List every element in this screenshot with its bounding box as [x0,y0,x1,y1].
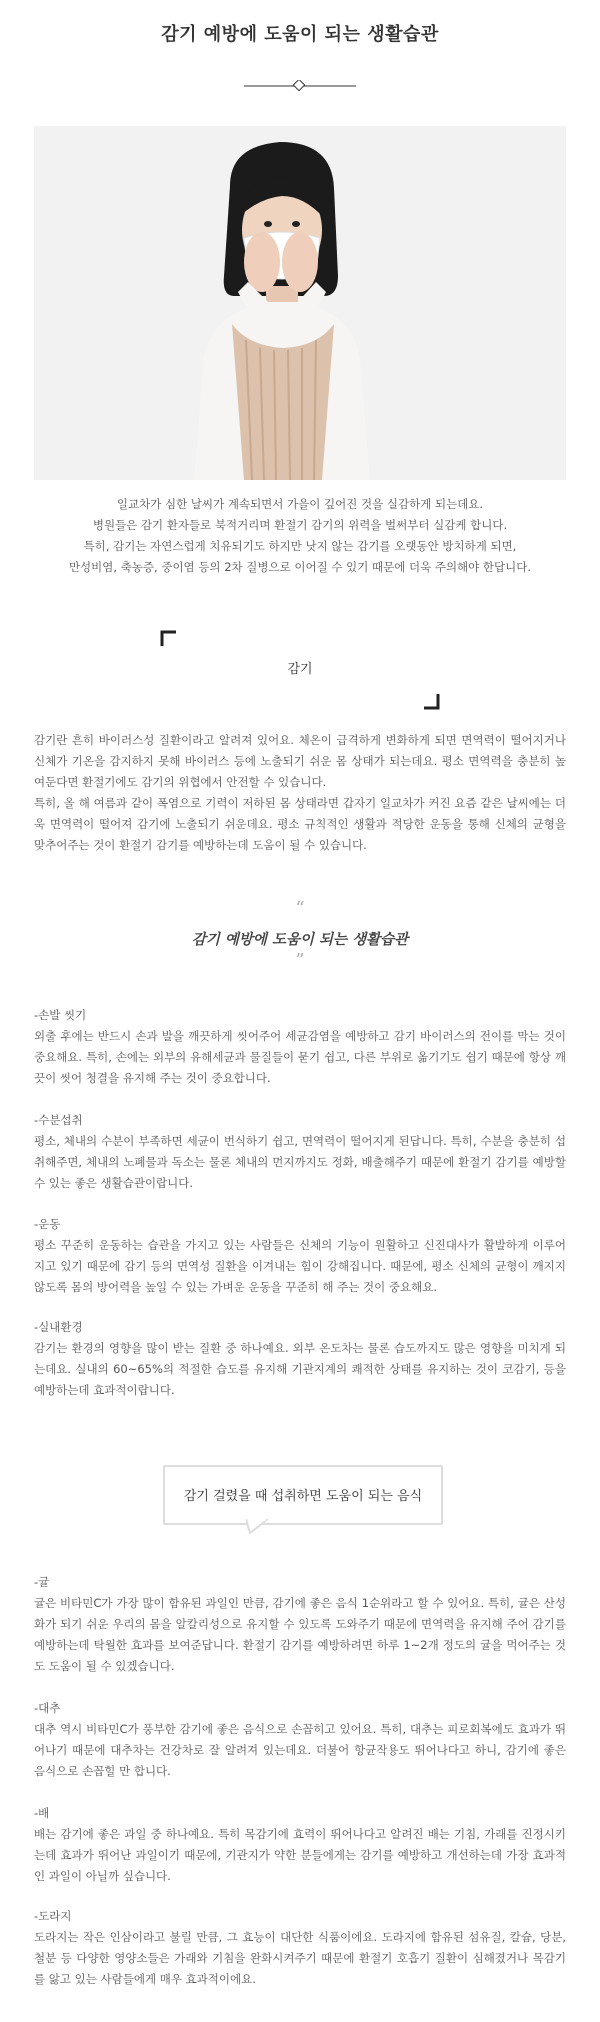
habit-heading: -운동 [34,1217,61,1231]
food-item [34,1572,566,1677]
food-item [34,1698,566,1782]
food-heading: -대추 [34,1701,61,1715]
food-item [34,1803,566,1887]
food-text: 도라지는 작은 인삼이라고 불릴 만큼, 그 효능이 대단한 식품이에요. 도라지에 함유된 섬유질, 칼슘, 당분, 철분 등 다양한 영양소들은 가래와 기침을 완화시켜주기 때문에 환절기 호흡기 질환이 심해졌거나 목감기를 앓고 있는 사람들에게 매우 효과적이에요. [34,1930,566,1986]
food-item [34,1906,566,1990]
girl-illustration [34,126,566,480]
intro-paragraph [34,494,566,578]
intro-line: 일교차가 심한 날씨가 계속되면서 가을이 깊어진 것을 실감하게 되는데요. [116,497,484,511]
cold-body-text-2: 특히, 올 해 여름과 같이 폭염으로 기력이 저하된 몸 상태라면 갑자기 일교차가 커진 요즘 같은 날씨에는 더욱 면역력이 떨어져 감기에 노출되기 쉬운데요. 평소 규칙적인 생활과 적당한 운동을 통해 신체의 균형을 맞추어주는 것이 환절기 감기를 예방하는데 도움이 될 수 있습니다. [34,796,566,852]
habit-text: 평소 꾸준히 운동하는 습관을 가지고 있는 사람들은 신체의 기능이 원활하고 신진대사가 활발하게 이루어지고 있기 때문에 감기 등의 면역성 질환을 이겨내는 힘이 강해집니다. 때문에, 평소 신체의 균형이 깨지지 않도록 몸의 방어력을 높일 수 있는 가벼운 운동을 꾸준히 해 주는 것이 중요해요. [34,1238,566,1294]
cold-body-text: 감기란 흔히 바이러스성 질환이라고 알려져 있어요. 체온이 급격하게 변화하게 되면 면역력이 떨어지거나 신체가 기온을 감지하지 못해 바이러스 등에 노출되기 쉬운 몸 상태가 되는데요. 평소 면역력을 충분히 높여둔다면 환절기에도 감기의 위협에서 안전할 수 있습니다. [34,733,566,789]
food-text: 배는 감기에 좋은 과일 중 하나예요. 특히 목감기에 효력이 뛰어나다고 알려진 배는 기침, 가래를 진정시키는데 효과가 뛰어난 과일이기 때문에, 기관지가 약한 분들에게는 감기를 예방하고 개선하는데 가장 효과적인 과일이 아닐까 싶습니다. [34,1827,566,1883]
close-quote-icon: ” [295,950,305,971]
title-divider [244,80,356,92]
habit-item [34,1317,566,1401]
intro-line: 병원들은 감기 환자들로 북적거리며 환절기 감기의 위력을 벌써부터 실감케 합니다. [92,518,508,532]
food-heading: -도라지 [34,1909,72,1923]
cold-description [34,730,566,856]
food-heading: -배 [34,1806,50,1820]
habit-heading: -수분섭취 [34,1113,83,1127]
habit-heading: -실내환경 [34,1320,83,1334]
habit-text: 평소, 체내의 수분이 부족하면 세균이 번식하기 쉽고, 면역력이 떨어지게 된답니다. 특히, 수분을 충분히 섭취해주면, 체내의 노폐물과 독소는 물론 체내의 먼지까지도 정화, 배출해주기 때문에 환절기 감기를 예방할 수 있는 좋은 생활습관이랍니다. [34,1134,566,1190]
section-heading-cold: 감기 [287,662,313,677]
page-title: 감기 예방에 도움이 되는 생활습관 [161,24,439,45]
intro-line: 만성비염, 축농증, 중이염 등의 2차 질병으로 이어질 수 있기 때문에 더욱 주의해야 한답니다. [68,560,532,574]
habits-heading: 감기 예방에 도움이 되는 생활습관 [191,931,409,948]
speech-bubble-tail-icon [246,1519,270,1535]
foods-heading: 감기 걸렸을 때 섭취하면 도움이 되는 음식 [183,1489,423,1504]
habit-item [34,1005,566,1089]
habit-text: 감기는 환경의 영향을 많이 받는 질환 중 하나예요. 외부 온도차는 물론 습도까지도 많은 영향을 미치게 되는데요. 실내의 60~65%의 적절한 습도를 유지해 기관지계의 쾌적한 상태를 유지하는 것이 코감기, 등을 예방하는데 효과적이랍니다. [34,1341,566,1397]
open-quote-icon: “ [295,898,305,919]
food-heading: -귤 [34,1575,50,1589]
girl-with-mask-photo [34,126,566,480]
habit-text: 외출 후에는 반드시 손과 발을 깨끗하게 씻어주어 세균감염을 예방하고 감기 바이러스의 전이를 막는 것이 중요해요. 특히, 손에는 외부의 유해세균과 물질들이 묻기 쉽고, 다른 부위로 옮기기도 쉽기 때문에 항상 깨끗이 씻어 청결을 유지해 주는 것이 중요합니다. [34,1029,566,1085]
food-text: 대추 역시 비타민C가 풍부한 감기에 좋은 음식으로 손꼽히고 있어요. 특히, 대추는 피로회복에도 효과가 뛰어나기 때문에 대추차는 건강차로 잘 알려져 있는데요. 더불어 항균작용도 뛰어나다고 하니, 감기에 좋은 음식으로 손꼽힐 만 합니다. [34,1722,566,1778]
habit-heading: -손발 씻기 [34,1008,87,1022]
food-text: 귤은 비타민C가 가장 많이 함유된 과일인 만큼, 감기에 좋은 음식 1순위라고 할 수 있어요. 특히, 귤은 산성화가 되기 쉬운 우리의 몸을 알칼리성으로 유지할 수 있도록 도와주기 때문에 면역력을 유지해 주어 감기를 예방하는데 탁월한 효과를 보여준답니다. 환절기 감기를 예방하려면 하루 1~2개 정도의 귤을 먹어주는 것도 도움이 될 수 있겠습니다. [34,1596,566,1673]
habit-item [34,1214,566,1298]
intro-line: 특히, 감기는 자연스럽게 치유되기도 하지만 낫지 않는 감기를 오랫동안 방치하게 되면, [83,539,517,553]
habit-item [34,1110,566,1194]
